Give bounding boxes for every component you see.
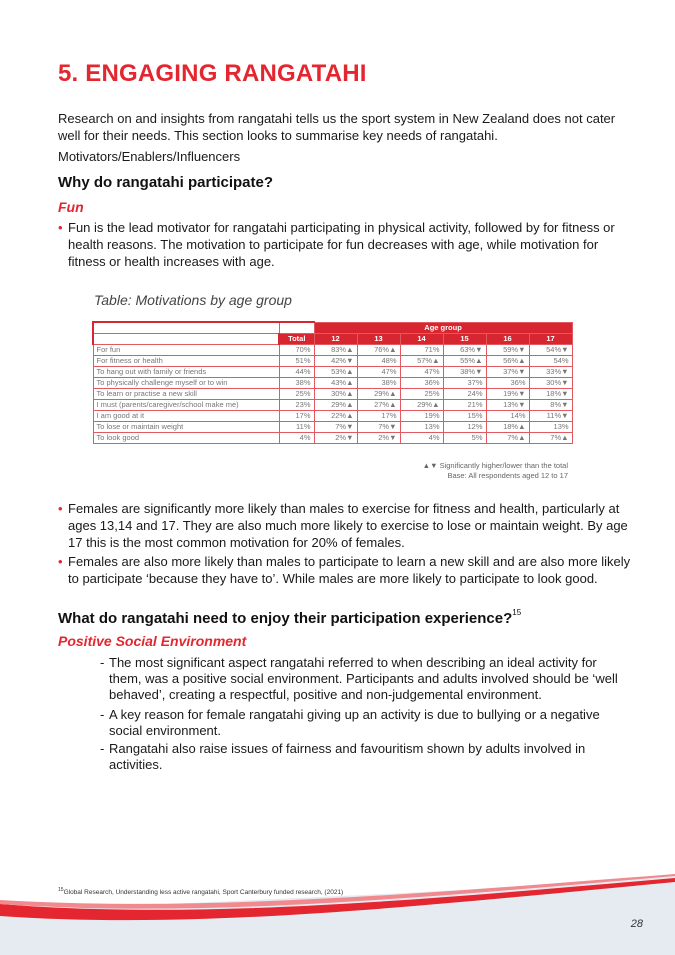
section-heading-enjoy bbox=[58, 610, 521, 627]
cell-age-17: 7%▲ bbox=[529, 433, 572, 444]
cell-age-12: 83%▲ bbox=[314, 345, 357, 356]
cell-age-12: 43%▲ bbox=[314, 378, 357, 389]
table-row bbox=[93, 422, 572, 433]
bullet-dot-icon: • bbox=[58, 554, 63, 569]
bullet-fun bbox=[58, 219, 633, 270]
cell-age-16: 56%▲ bbox=[486, 356, 529, 367]
cell-age-14: 13% bbox=[400, 422, 443, 433]
row-label: For fun bbox=[93, 345, 279, 356]
dash-item-3 bbox=[100, 741, 629, 773]
cell-age-15: 5% bbox=[443, 433, 486, 444]
cell-age-12: 42%▼ bbox=[314, 356, 357, 367]
dash-item-2-text: A key reason for female rangatahi giving up an activity is due to bullying or a negative social environment. bbox=[109, 707, 600, 738]
subheading-social: Positive Social Environment bbox=[58, 633, 247, 649]
column-header-12: 12 bbox=[314, 334, 357, 345]
cell-age-12: 22%▲ bbox=[314, 411, 357, 422]
cell-age-13: 38% bbox=[357, 378, 400, 389]
cell-age-16: 37%▼ bbox=[486, 367, 529, 378]
cell-age-16: 13%▼ bbox=[486, 400, 529, 411]
cell-age-16: 18%▲ bbox=[486, 422, 529, 433]
subheading-fun: Fun bbox=[58, 199, 84, 215]
table-row bbox=[93, 345, 572, 356]
age-group-header: Age group bbox=[314, 322, 572, 334]
bullet-fun-text: Fun is the lead motivator for rangatahi participating in physical activity, followed by for fitness or health reasons. The motivation to participate for fun decreases with age, while motivation for fitness or health increases with age. bbox=[68, 220, 615, 269]
footnote-ref: 15 bbox=[512, 608, 522, 617]
label-column-header bbox=[93, 334, 279, 345]
cell-age-13: 17% bbox=[357, 411, 400, 422]
cell-age-12: 7%▼ bbox=[314, 422, 357, 433]
cell-total: 23% bbox=[279, 400, 314, 411]
column-header-13: 13 bbox=[357, 334, 400, 345]
cell-age-15: 12% bbox=[443, 422, 486, 433]
cell-age-16: 7%▲ bbox=[486, 433, 529, 444]
cell-age-15: 55%▲ bbox=[443, 356, 486, 367]
cell-age-17: 33%▼ bbox=[529, 367, 572, 378]
table-row bbox=[93, 367, 572, 378]
cell-age-12: 2%▼ bbox=[314, 433, 357, 444]
cell-age-13: 47% bbox=[357, 367, 400, 378]
cell-age-14: 19% bbox=[400, 411, 443, 422]
cell-total: 70% bbox=[279, 345, 314, 356]
dash-item-1-text: The most significant aspect rangatahi referred to when describing an ideal activity for them, was a positive social environment. Participants and adults involved should be ‘well behaved’, creating a respectful, positive and non-judgemental environment. bbox=[109, 655, 618, 702]
footer-waves bbox=[0, 860, 675, 955]
bullet-females-skill-text: Females are also more likely than males to participate to learn a new skill and are also more likely to participate ‘because they have to’. While males are more likely to participate to look good. bbox=[68, 554, 631, 586]
cell-age-14: 29%▲ bbox=[400, 400, 443, 411]
cell-age-17: 13% bbox=[529, 422, 572, 433]
cell-age-15: 21% bbox=[443, 400, 486, 411]
page-title: 5. ENGAGING RANGATAHI bbox=[58, 60, 367, 87]
row-label: I must (parents/caregiver/school make me) bbox=[93, 400, 279, 411]
section-heading-enjoy-text: What do rangatahi need to enjoy their participation experience? bbox=[58, 610, 513, 627]
dash-marker: - bbox=[100, 707, 105, 722]
motivations-table bbox=[92, 321, 573, 444]
row-label: For fitness or health bbox=[93, 356, 279, 367]
cell-total: 51% bbox=[279, 356, 314, 367]
cell-total: 44% bbox=[279, 367, 314, 378]
cell-age-17: 54%▼ bbox=[529, 345, 572, 356]
row-label: To physically challenge myself or to win bbox=[93, 378, 279, 389]
cell-age-13: 76%▲ bbox=[357, 345, 400, 356]
cell-age-17: 11%▼ bbox=[529, 411, 572, 422]
cell-age-16: 14% bbox=[486, 411, 529, 422]
table-caption: Table: Motivations by age group bbox=[94, 292, 292, 308]
footnote-number: 15 bbox=[58, 887, 64, 893]
table-row bbox=[93, 411, 572, 422]
cell-age-17: 18%▼ bbox=[529, 389, 572, 400]
cell-total: 11% bbox=[279, 422, 314, 433]
table-note-significance: ▲▼ Significantly higher/lower than the total bbox=[422, 461, 568, 470]
table-note-base: Base: All respondents aged 12 to 17 bbox=[447, 471, 568, 480]
cell-total: 25% bbox=[279, 389, 314, 400]
column-header-row bbox=[93, 334, 572, 345]
bullet-females-fitness bbox=[58, 500, 633, 551]
cell-age-14: 4% bbox=[400, 433, 443, 444]
page-number: 28 bbox=[630, 918, 643, 930]
cell-age-15: 24% bbox=[443, 389, 486, 400]
row-label: To hang out with family or friends bbox=[93, 367, 279, 378]
cell-age-17: 8%▼ bbox=[529, 400, 572, 411]
cell-age-15: 37% bbox=[443, 378, 486, 389]
footnote-text: Global Research, Understanding less active rangatahi, Sport Canterbury funded research, (2021) bbox=[63, 889, 344, 897]
table-body bbox=[93, 345, 572, 444]
table-row bbox=[93, 356, 572, 367]
column-header-17: 17 bbox=[529, 334, 572, 345]
table-row bbox=[93, 378, 572, 389]
table-row bbox=[93, 433, 572, 444]
bullet-females-skill bbox=[58, 553, 633, 587]
table-note bbox=[423, 461, 568, 481]
cell-total: 17% bbox=[279, 411, 314, 422]
cell-total: 38% bbox=[279, 378, 314, 389]
cell-age-14: 71% bbox=[400, 345, 443, 356]
intro-paragraph: Research on and insights from rangatahi tells us the sport system in New Zealand does not cater well for their needs. This section looks to summarise key needs of rangatahi. bbox=[58, 111, 616, 143]
dash-item-2 bbox=[100, 707, 629, 739]
cell-age-13: 2%▼ bbox=[357, 433, 400, 444]
table-corner bbox=[93, 322, 279, 334]
cell-age-14: 25% bbox=[400, 389, 443, 400]
table-row bbox=[93, 389, 572, 400]
bullet-dot-icon: • bbox=[58, 501, 63, 516]
cell-age-13: 29%▲ bbox=[357, 389, 400, 400]
cell-age-14: 36% bbox=[400, 378, 443, 389]
table-corner-total bbox=[279, 322, 314, 334]
subhead-motivators: Motivators/Enablers/Influencers bbox=[58, 149, 241, 164]
section-heading-why: Why do rangatahi participate? bbox=[58, 174, 274, 191]
row-label: To lose or maintain weight bbox=[93, 422, 279, 433]
bullet-females-fitness-text: Females are significantly more likely than males to exercise for fitness and health, particularly at ages 13,14 and 17. They are also much more likely to exercise to lose or maintain weight. By age 17 this is the most common motivation for 20% of females. bbox=[68, 501, 628, 550]
bullet-dot-icon: • bbox=[58, 220, 63, 235]
row-label: To learn or practise a new skill bbox=[93, 389, 279, 400]
row-label: I am good at it bbox=[93, 411, 279, 422]
column-header-total: Total bbox=[279, 334, 314, 345]
cell-age-14: 57%▲ bbox=[400, 356, 443, 367]
column-header-14: 14 bbox=[400, 334, 443, 345]
cell-age-13: 48% bbox=[357, 356, 400, 367]
cell-age-13: 7%▼ bbox=[357, 422, 400, 433]
cell-age-17: 54% bbox=[529, 356, 572, 367]
dash-marker: - bbox=[100, 741, 105, 756]
cell-age-12: 29%▲ bbox=[314, 400, 357, 411]
cell-age-14: 47% bbox=[400, 367, 443, 378]
dash-marker: - bbox=[100, 655, 105, 670]
cell-age-16: 59%▼ bbox=[486, 345, 529, 356]
cell-age-13: 27%▲ bbox=[357, 400, 400, 411]
cell-age-16: 19%▼ bbox=[486, 389, 529, 400]
cell-age-15: 63%▼ bbox=[443, 345, 486, 356]
column-header-16: 16 bbox=[486, 334, 529, 345]
table-row bbox=[93, 400, 572, 411]
cell-age-17: 30%▼ bbox=[529, 378, 572, 389]
cell-age-15: 38%▼ bbox=[443, 367, 486, 378]
cell-total: 4% bbox=[279, 433, 314, 444]
column-header-15: 15 bbox=[443, 334, 486, 345]
cell-age-12: 53%▲ bbox=[314, 367, 357, 378]
row-label: To look good bbox=[93, 433, 279, 444]
cell-age-15: 15% bbox=[443, 411, 486, 422]
dash-item-1 bbox=[100, 655, 629, 703]
cell-age-16: 36% bbox=[486, 378, 529, 389]
cell-age-12: 30%▲ bbox=[314, 389, 357, 400]
dash-item-3-text: Rangatahi also raise issues of fairness and favouritism shown by adults involved in activities. bbox=[109, 741, 586, 772]
